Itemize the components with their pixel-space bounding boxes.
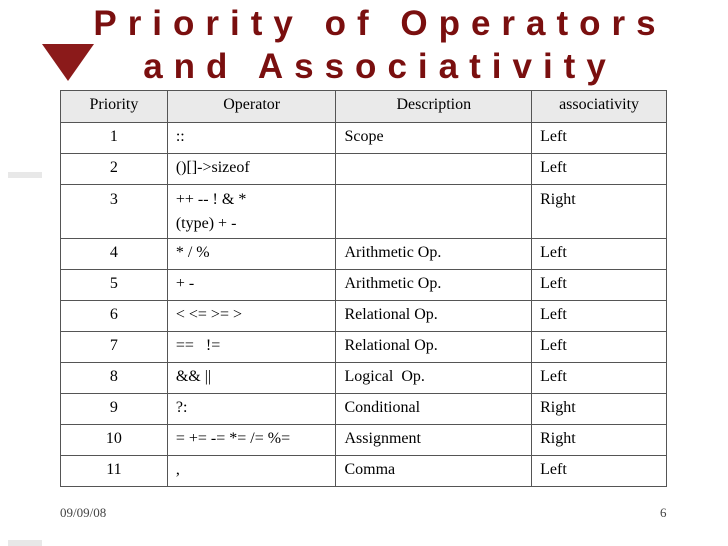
cell-operator: * / % [167,239,336,270]
cell-description [336,154,532,185]
page-number: 6 [660,505,667,520]
cell-priority: 1 [61,123,168,154]
side-decor-bar [8,172,42,178]
table-row [61,425,667,456]
cell-description: Arithmetic Op. [336,270,532,301]
header-associativity: associativity [532,91,667,123]
cell-associativity: Left [532,154,667,185]
table-row [61,270,667,301]
cell-priority: 4 [61,239,168,270]
cell-operator: = += -= *= /= %= [167,425,336,456]
header-operator: Operator [167,91,336,123]
cell-description: Logical Op. [336,363,532,394]
cell-priority: 3 [61,185,168,239]
cell-operator: ()[]->sizeof [167,154,336,185]
slide-title: Priority of Operators and Associativity [93,4,667,86]
table-header-row [61,91,667,123]
cell-priority: 8 [61,363,168,394]
cell-associativity: Left [532,270,667,301]
table-row [61,123,667,154]
cell-associativity: Left [532,363,667,394]
table-row [61,394,667,425]
table-row [61,239,667,270]
cell-associativity: Right [532,425,667,456]
cell-priority: 11 [61,456,168,487]
side-decor-bar [8,540,42,546]
table-row [61,456,667,487]
cell-description: Assignment [336,425,532,456]
table-row [61,301,667,332]
cell-description: Relational Op. [336,301,532,332]
cell-operator: , [167,456,336,487]
cell-operator: :: [167,123,336,154]
cell-description: Conditional [336,394,532,425]
cell-operator: < <= >= > [167,301,336,332]
cell-operator: ?: [167,394,336,425]
cell-associativity: Left [532,456,667,487]
cell-description: Relational Op. [336,332,532,363]
cell-operator: + - [167,270,336,301]
footer-date: 09/09/08 [60,505,107,520]
cell-priority: 6 [61,301,168,332]
cell-description: Comma [336,456,532,487]
cell-priority: 10 [61,425,168,456]
table-row [61,185,667,239]
triangle-bullet-icon [42,44,94,81]
cell-associativity: Left [532,239,667,270]
cell-operator [167,185,336,239]
cell-priority: 2 [61,154,168,185]
table-row [61,154,667,185]
cell-priority: 7 [61,332,168,363]
operator-line: ++ -- ! & * [175,191,247,208]
cell-priority: 9 [61,394,168,425]
cell-associativity: Left [532,301,667,332]
cell-description: Scope [336,123,532,154]
header-priority: Priority [61,91,168,123]
operator-line: (type) + - [175,215,237,232]
cell-associativity: Left [532,332,667,363]
cell-priority: 5 [61,270,168,301]
cell-operator: && || [167,363,336,394]
cell-associativity: Left [532,123,667,154]
cell-associativity: Right [532,185,667,239]
header-description: Description [336,91,532,123]
table-row [61,332,667,363]
cell-description [336,185,532,239]
operator-table [60,90,667,487]
cell-description: Arithmetic Op. [336,239,532,270]
cell-operator: == != [167,332,336,363]
cell-associativity: Right [532,394,667,425]
table-row [61,363,667,394]
